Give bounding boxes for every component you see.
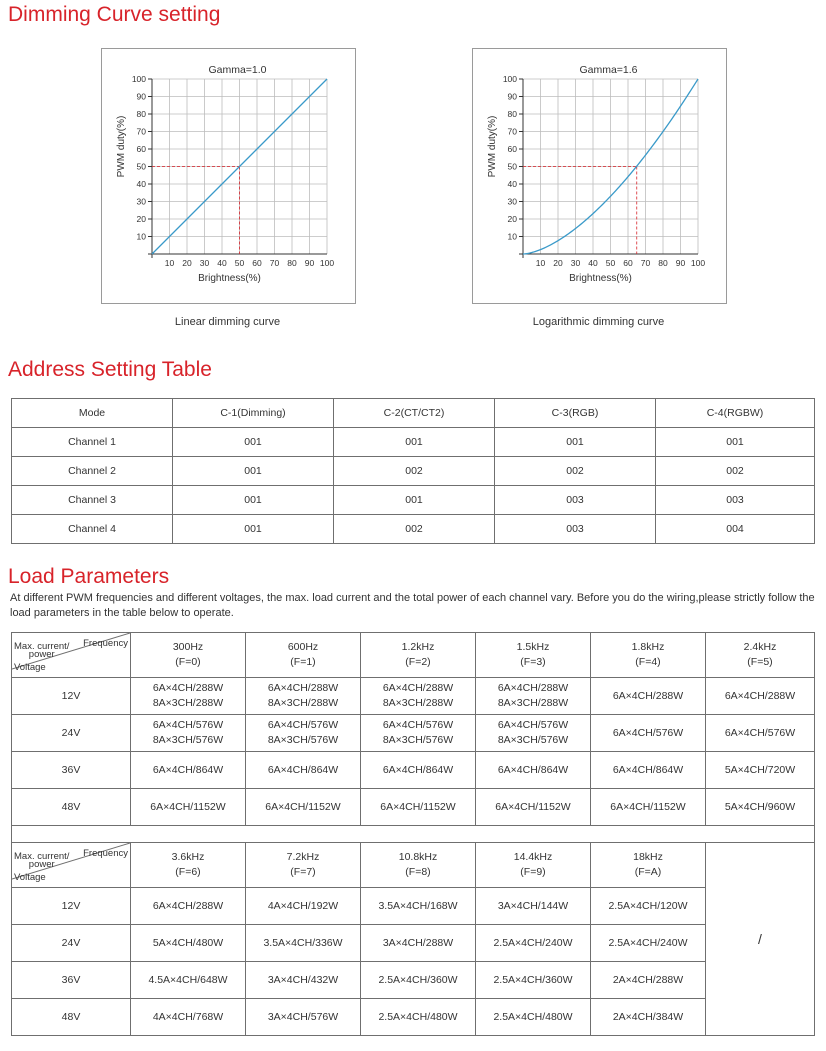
load-cell: 6A×4CH/288W xyxy=(591,678,706,715)
load-line: 8A×3CH/288W xyxy=(497,697,569,709)
frequency-header xyxy=(361,633,476,678)
y-tick-label: 50 xyxy=(136,161,146,172)
load-cell xyxy=(131,678,246,715)
load-cell: 6A×4CH/576W xyxy=(591,715,706,752)
load-cell: 6A×4CH/1152W xyxy=(131,789,246,826)
y-tick-label: 10 xyxy=(136,231,146,242)
load-line: 8A×3CH/576W xyxy=(382,734,454,746)
load-line: 6A×4CH/576W xyxy=(497,719,569,731)
load-cell: 5A×4CH/720W xyxy=(706,752,815,789)
x-tick-label: 70 xyxy=(269,258,280,268)
load-cell: 6A×4CH/288W xyxy=(131,888,246,925)
frequency-value: 18kHz xyxy=(633,851,663,863)
table-cell: 003 xyxy=(656,486,815,515)
table-cell: 002 xyxy=(334,515,495,544)
y-tick-label: 90 xyxy=(507,91,517,102)
table-cell: 003 xyxy=(495,515,656,544)
load-line: 8A×3CH/288W xyxy=(267,697,339,709)
x-tick-label: 80 xyxy=(287,258,297,268)
x-tick-label: 40 xyxy=(217,258,227,268)
y-tick-label: 40 xyxy=(507,179,517,189)
load-cell: 6A×4CH/288W xyxy=(706,678,815,715)
frequency-code: (F=A) xyxy=(634,866,662,878)
spacer-cell xyxy=(12,826,815,843)
y-tick-label: 40 xyxy=(136,179,146,189)
load-line: 6A×4CH/288W xyxy=(382,682,454,694)
load-cell: 4.5A×4CH/648W xyxy=(131,962,246,999)
load-cell xyxy=(476,678,591,715)
corner-header-cell xyxy=(12,633,131,678)
voltage-cell: 12V xyxy=(12,888,131,925)
frequency-code: (F=1) xyxy=(290,656,316,668)
linear-dimming-chart xyxy=(102,49,355,303)
header-cell: C-1(Dimming) xyxy=(173,399,334,428)
frequency-code: (F=6) xyxy=(175,866,201,878)
frequency-code: (F=8) xyxy=(405,866,431,878)
load-parameters-table xyxy=(11,632,815,1036)
frequency-code: (F=2) xyxy=(405,656,431,668)
table-spacer-row xyxy=(12,826,815,843)
load-cell xyxy=(246,715,361,752)
y-tick-label: 20 xyxy=(136,214,146,224)
load-cell xyxy=(246,678,361,715)
load-cell xyxy=(131,715,246,752)
frequency-value: 1.5kHz xyxy=(516,641,550,653)
y-tick-label: 60 xyxy=(507,144,517,154)
table-cell: 001 xyxy=(656,428,815,457)
load-parameters-title: Load Parameters xyxy=(8,565,170,588)
table-cell: 001 xyxy=(173,515,334,544)
load-line: 6A×4CH/576W xyxy=(152,719,224,731)
x-tick-label: 10 xyxy=(164,258,175,268)
load-cell: 2.5A×4CH/240W xyxy=(591,925,706,962)
load-line: 8A×3CH/576W xyxy=(152,734,224,746)
x-tick-label: 30 xyxy=(570,258,581,268)
frequency-label: Frequency xyxy=(83,848,128,859)
x-tick-label: 10 xyxy=(535,258,546,268)
max-current-label xyxy=(14,853,69,869)
table-cell: 002 xyxy=(656,457,815,486)
x-tick-label: 20 xyxy=(182,258,192,268)
y-tick-label: 70 xyxy=(136,126,146,137)
frequency-value: 10.8kHz xyxy=(398,851,438,863)
load-parameters-intro: At different PWM frequencies and different voltages, the max. load current and the total power of each channel vary. Before you do the wiring,please strictly follow the load parameters in the table below to operate. xyxy=(10,592,815,619)
load-line: 8A×3CH/576W xyxy=(497,734,569,746)
frequency-header xyxy=(361,843,476,888)
frequency-header xyxy=(131,633,246,678)
load-cell: 6A×4CH/1152W xyxy=(361,789,476,826)
x-axis-label: Brightness(%) xyxy=(569,273,632,284)
address-setting-table xyxy=(11,398,815,544)
load-cell xyxy=(361,715,476,752)
x-tick-label: 50 xyxy=(234,258,245,268)
table-header-row xyxy=(12,633,815,678)
load-cell: 6A×4CH/864W xyxy=(591,752,706,789)
frequency-header xyxy=(706,633,815,678)
table-header-row xyxy=(12,843,815,888)
load-line: 8A×3CH/288W xyxy=(152,697,224,709)
table-cell: 001 xyxy=(495,428,656,457)
load-cell xyxy=(361,678,476,715)
load-cell: 2.5A×4CH/360W xyxy=(476,962,591,999)
chart-title: Gamma=1.0 xyxy=(208,64,267,76)
header-cell: C-3(RGB) xyxy=(495,399,656,428)
x-tick-label: 50 xyxy=(605,258,616,268)
frequency-header xyxy=(246,843,361,888)
y-tick-label: 80 xyxy=(507,109,517,119)
x-tick-label: 100 xyxy=(319,258,335,268)
load-cell: 6A×4CH/864W xyxy=(131,752,246,789)
table-row xyxy=(12,457,815,486)
x-tick-label: 90 xyxy=(304,258,315,268)
y-tick-label: 70 xyxy=(507,126,517,137)
table-row xyxy=(12,486,815,515)
voltage-cell: 24V xyxy=(12,715,131,752)
frequency-value: 1.2kHz xyxy=(401,641,435,653)
load-line: 8A×3CH/288W xyxy=(382,697,454,709)
frequency-code: (F=9) xyxy=(520,866,546,878)
frequency-label: Frequency xyxy=(83,638,128,649)
load-cell: 2.5A×4CH/480W xyxy=(361,999,476,1036)
load-cell: 3.5A×4CH/168W xyxy=(361,888,476,925)
table-cell: Channel 4 xyxy=(12,515,173,544)
table-row xyxy=(12,789,815,826)
log-curve-caption: Logarithmic dimming curve xyxy=(532,316,665,328)
x-tick-label: 60 xyxy=(623,258,633,268)
load-line: 6A×4CH/288W xyxy=(267,682,339,694)
load-line: 6A×4CH/288W xyxy=(152,682,224,694)
x-tick-label: 30 xyxy=(199,258,210,268)
frequency-value: 1.8kHz xyxy=(631,641,665,653)
voltage-cell: 12V xyxy=(12,678,131,715)
table-row xyxy=(12,515,815,544)
table-cell: 002 xyxy=(334,457,495,486)
table-row xyxy=(12,888,815,925)
frequency-code: (F=5) xyxy=(747,656,773,668)
load-cell: 6A×4CH/576W xyxy=(706,715,815,752)
max-current-label xyxy=(14,643,69,659)
voltage-cell: 36V xyxy=(12,962,131,999)
voltage-cell: 48V xyxy=(12,789,131,826)
header-cell: Mode xyxy=(12,399,173,428)
frequency-code: (F=3) xyxy=(520,656,546,668)
load-cell: 6A×4CH/864W xyxy=(361,752,476,789)
table-cell: 001 xyxy=(173,457,334,486)
y-axis-label: PWM duty(%) xyxy=(116,115,127,178)
max-current-line-2: power xyxy=(28,649,55,660)
table-cell: 004 xyxy=(656,515,815,544)
frequency-value: 600Hz xyxy=(287,641,319,653)
load-cell: 6A×4CH/864W xyxy=(476,752,591,789)
table-row xyxy=(12,678,815,715)
frequency-header xyxy=(591,633,706,678)
y-tick-label: 50 xyxy=(507,161,517,172)
table-cell: Channel 1 xyxy=(12,428,173,457)
linear-curve-caption: Linear dimming curve xyxy=(174,316,281,328)
load-cell: 6A×4CH/1152W xyxy=(476,789,591,826)
x-tick-label: 70 xyxy=(640,258,651,268)
y-tick-label: 10 xyxy=(507,231,517,242)
table-cell: 003 xyxy=(495,486,656,515)
table-row xyxy=(12,715,815,752)
table-row xyxy=(12,962,815,999)
load-cell: 2.5A×4CH/360W xyxy=(361,962,476,999)
voltage-label: Voltage xyxy=(14,872,46,883)
load-cell: 2.5A×4CH/480W xyxy=(476,999,591,1036)
table-cell: 001 xyxy=(334,428,495,457)
frequency-value: 7.2kHz xyxy=(286,851,320,863)
frequency-value: 2.4kHz xyxy=(743,641,777,653)
frequency-code: (F=0) xyxy=(175,656,201,668)
x-axis-label: Brightness(%) xyxy=(198,273,261,284)
load-cell: 2A×4CH/384W xyxy=(591,999,706,1036)
voltage-cell: 48V xyxy=(12,999,131,1036)
y-tick-label: 100 xyxy=(502,74,517,84)
frequency-header xyxy=(131,843,246,888)
x-tick-label: 60 xyxy=(252,258,262,268)
load-cell: 3.5A×4CH/336W xyxy=(246,925,361,962)
y-axis-label: PWM duty(%) xyxy=(487,115,498,178)
table-cell: 001 xyxy=(173,428,334,457)
load-cell: 4A×4CH/768W xyxy=(131,999,246,1036)
frequency-value: 300Hz xyxy=(172,641,204,653)
table-cell: Channel 2 xyxy=(12,457,173,486)
frequency-header xyxy=(476,843,591,888)
header-cell: C-2(CT/CT2) xyxy=(334,399,495,428)
log-chart-box xyxy=(472,48,727,304)
frequency-value: 3.6kHz xyxy=(171,851,205,863)
table-cell: 002 xyxy=(495,457,656,486)
x-tick-label: 80 xyxy=(658,258,668,268)
x-tick-label: 40 xyxy=(588,258,598,268)
table-cell: 001 xyxy=(173,486,334,515)
x-tick-label: 90 xyxy=(675,258,686,268)
y-tick-label: 90 xyxy=(136,91,146,102)
header-cell: C-4(RGBW) xyxy=(656,399,815,428)
load-cell: 2A×4CH/288W xyxy=(591,962,706,999)
y-tick-label: 100 xyxy=(131,74,146,84)
load-cell: 3A×4CH/432W xyxy=(246,962,361,999)
load-cell: 5A×4CH/480W xyxy=(131,925,246,962)
load-line: 8A×3CH/576W xyxy=(267,734,339,746)
max-current-line-1: Max. current/ xyxy=(14,641,70,652)
load-cell: 3A×4CH/144W xyxy=(476,888,591,925)
load-line: 6A×4CH/288W xyxy=(497,682,569,694)
y-tick-label: 20 xyxy=(507,214,517,224)
table-header-row xyxy=(12,399,815,428)
x-tick-label: 100 xyxy=(690,258,706,268)
load-cell: 6A×4CH/1152W xyxy=(591,789,706,826)
voltage-cell: 24V xyxy=(12,925,131,962)
frequency-value: 14.4kHz xyxy=(513,851,553,863)
empty-mark-cell: / xyxy=(706,843,815,1036)
load-cell: 6A×4CH/1152W xyxy=(246,789,361,826)
address-table-title: Address Setting Table xyxy=(8,358,212,381)
table-row xyxy=(12,752,815,789)
frequency-header xyxy=(246,633,361,678)
load-cell: 5A×4CH/960W xyxy=(706,789,815,826)
load-cell: 3A×4CH/576W xyxy=(246,999,361,1036)
max-current-line-1: Max. current/ xyxy=(14,851,70,862)
load-cell: 3A×4CH/288W xyxy=(361,925,476,962)
frequency-code: (F=7) xyxy=(290,866,316,878)
load-line: 6A×4CH/576W xyxy=(382,719,454,731)
table-cell: Channel 3 xyxy=(12,486,173,515)
frequency-header xyxy=(476,633,591,678)
y-tick-label: 60 xyxy=(136,144,146,154)
load-line: 6A×4CH/576W xyxy=(267,719,339,731)
load-cell xyxy=(476,715,591,752)
linear-chart-box xyxy=(101,48,356,304)
table-row xyxy=(12,428,815,457)
load-cell: 2.5A×4CH/240W xyxy=(476,925,591,962)
corner-header-cell xyxy=(12,843,131,888)
x-tick-label: 20 xyxy=(553,258,563,268)
load-cell: 4A×4CH/192W xyxy=(246,888,361,925)
max-current-line-2: power xyxy=(28,859,55,870)
chart-title: Gamma=1.6 xyxy=(579,64,638,76)
frequency-code: (F=4) xyxy=(635,656,661,668)
y-tick-label: 80 xyxy=(136,109,146,119)
voltage-cell: 36V xyxy=(12,752,131,789)
log-dimming-chart xyxy=(473,49,726,303)
dimming-curve-title: Dimming Curve setting xyxy=(8,3,221,26)
y-tick-label: 30 xyxy=(136,196,146,207)
y-tick-label: 30 xyxy=(507,196,517,207)
voltage-label: Voltage xyxy=(14,662,46,673)
table-cell: 001 xyxy=(334,486,495,515)
frequency-header xyxy=(591,843,706,888)
load-cell: 6A×4CH/864W xyxy=(246,752,361,789)
table-row xyxy=(12,925,815,962)
load-cell: 2.5A×4CH/120W xyxy=(591,888,706,925)
table-row xyxy=(12,999,815,1036)
